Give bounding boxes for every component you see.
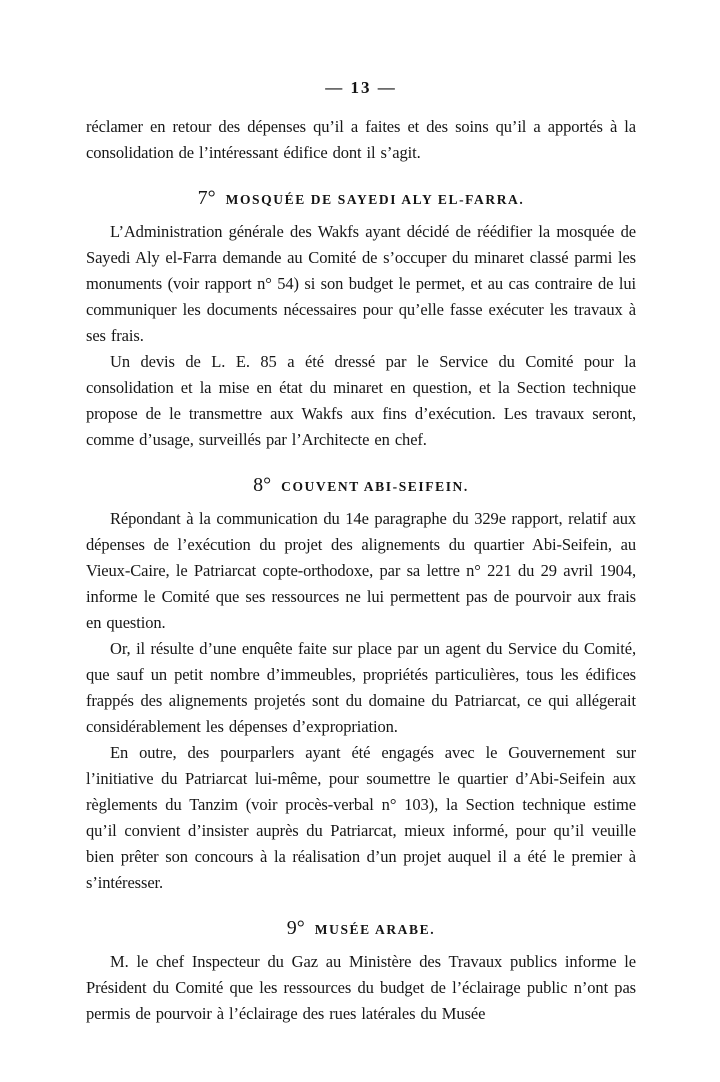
section-8-para-1: Répondant à la communication du 14e paragraphe du 329e rapport, relatif aux dépenses de l’exécution du projet des alignements du quartier Abi-Seifein, au Vieux-Caire, le Patriarcat copte-orthodoxe, par sa lettre n° 221 du 29 avril 1904, informe le Comité que ses ressources ne lui permettent pas de pourvoir aux frais en question. bbox=[86, 509, 636, 632]
section-9-title: MUSÉE ARABE. bbox=[314, 922, 436, 937]
section-9-para-1: M. le chef Inspecteur du Gaz au Ministère des Travaux publics informe le Président du Comité que les ressources du budget de l’éclairage public n’ont pas permis de pourvoir à l’éclairage des rues latérales du Musée bbox=[86, 952, 636, 1023]
section-8-para-2: Or, il résulte d’une enquête faite sur place par un agent du Service du Comité, que sauf un petit nombre d’immeubles, propriétés particulières, tous les édifices frappés des alignements projetés sont du domaine du Patriarcat, ce qui allégerait considérablement les dépenses d’expropriation. bbox=[86, 639, 636, 736]
section-7-number: 7° bbox=[197, 187, 216, 209]
section-7-para-1: L’Administration générale des Wakfs ayant décidé de réédifier la mosquée de Sayedi Aly el-Farra demande au Comité de s’occuper du minaret classé parmi les monuments (voir rapport n° 54) si son budget le permet, et au cas contraire de lui communiquer les documents nécessaires pour qu’elle fasse exécuter les travaux à ses frais. bbox=[86, 222, 636, 345]
section-7-para-2: Un devis de L. E. 85 a été dressé par le Service du Comité pour la consolidation et la mise en état du minaret en question, et la Section technique propose de le transmettre aux Wakfs aux fins d’exécution. Les travaux seront, comme d’usage, surveillés par l’Architecte en chef. bbox=[86, 352, 636, 449]
section-7-title: MOSQUÉE DE SAYEDI ALY EL-FARRA. bbox=[225, 192, 525, 207]
section-9-heading bbox=[86, 916, 636, 941]
section-7-heading bbox=[86, 186, 636, 211]
section-9-number: 9° bbox=[286, 917, 305, 939]
section-8-heading bbox=[86, 473, 636, 498]
page-number: — 13 — bbox=[325, 78, 397, 97]
section-8-title: COUVENT ABI-SEIFEIN. bbox=[281, 479, 469, 494]
paragraph-continuation: réclamer en retour des dépenses qu’il a faites et des soins qu’il a apportés à la consolidation de l’intéressant édifice dont il s’agit. bbox=[86, 117, 636, 162]
section-8-para-3: En outre, des pourparlers ayant été engagés avec le Gouvernement sur l’initiative du Patriarcat lui-même, pour soumettre le quartier d’Abi-Seifein aux règlements du Tanzim (voir procès-verbal n° 103), la Section technique estime qu’il convient d’insister auprès du Patriarcat, mieux informé, pour qu’il veuille bien prêter son concours à la réalisation d’un projet auquel il a été le premier à s’intéresser. bbox=[86, 743, 636, 892]
section-8-number: 8° bbox=[253, 474, 272, 496]
